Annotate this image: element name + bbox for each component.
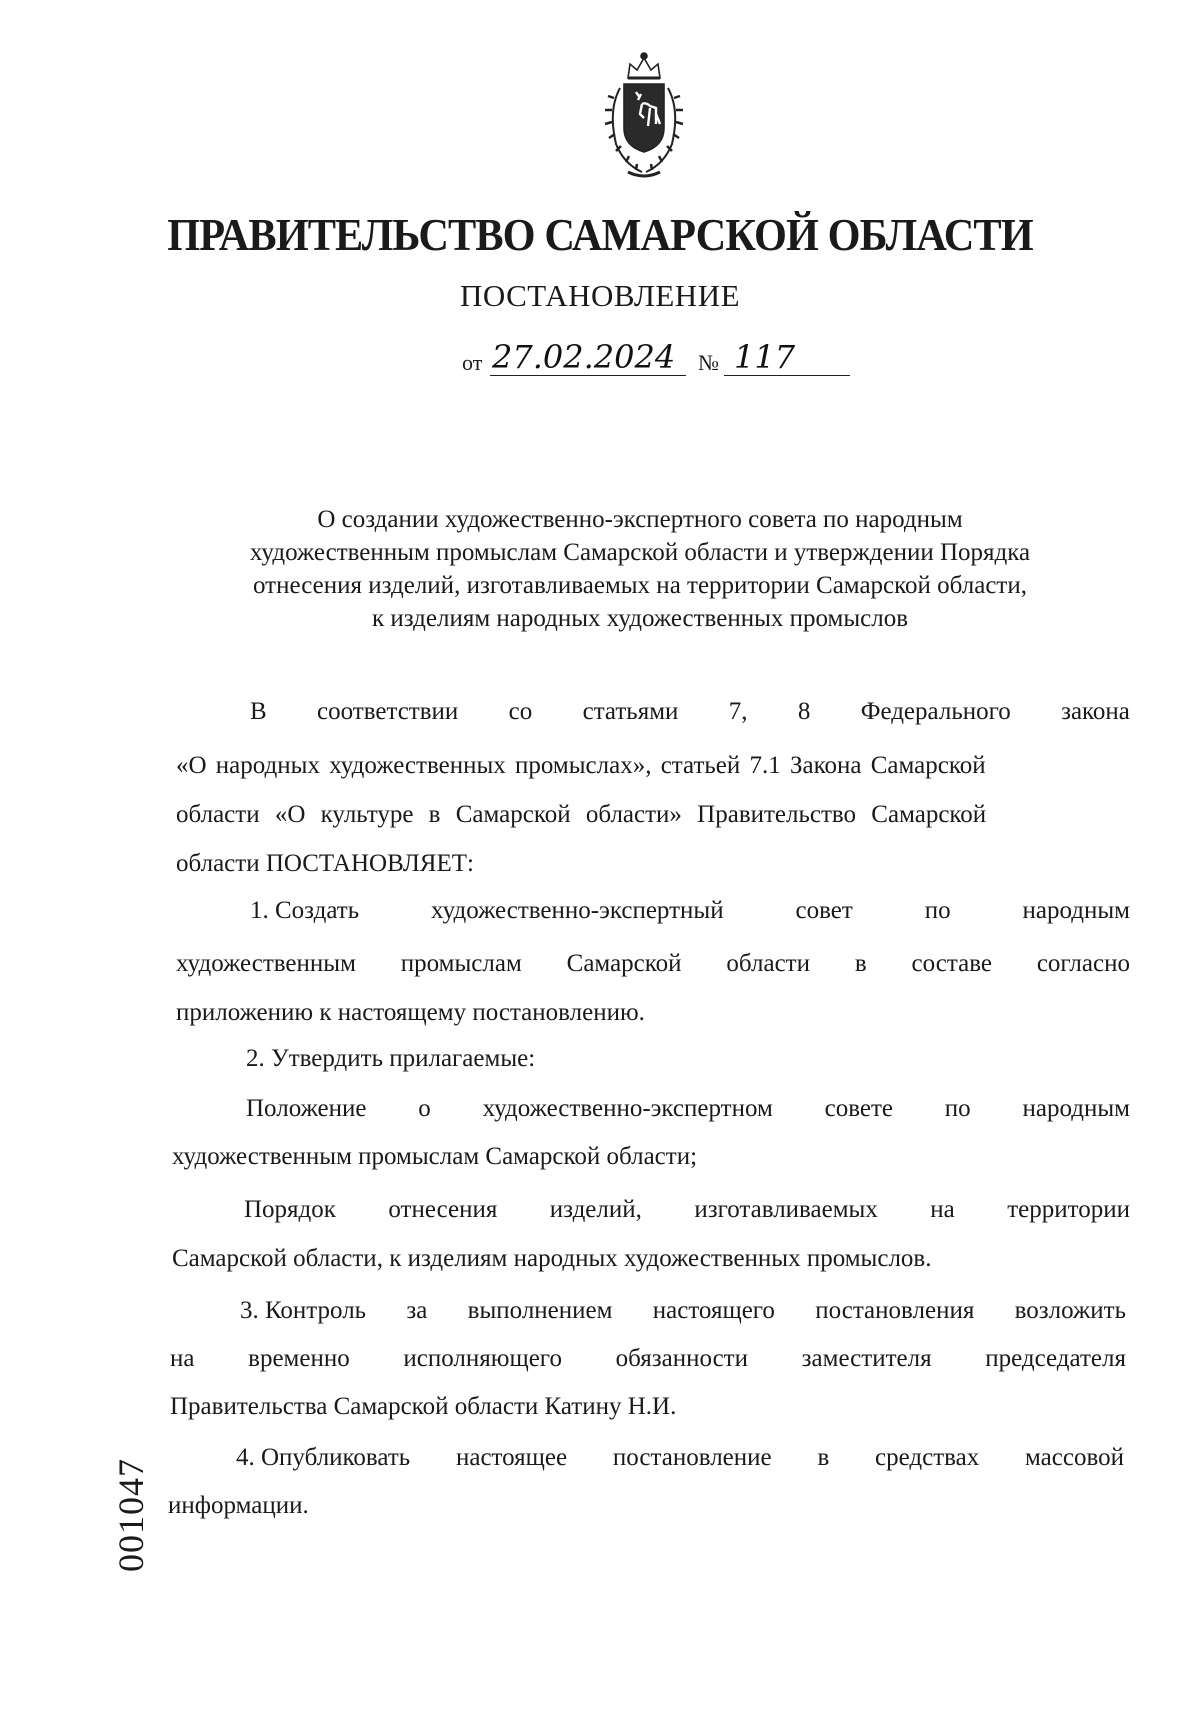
- organization-title: ПРАВИТЕЛЬСТВО САМАРСКОЙ ОБЛАСТИ: [167, 209, 1033, 260]
- date-value: 27.02.2024: [492, 338, 676, 376]
- word: по: [944, 1095, 971, 1122]
- word: согласно: [1036, 950, 1130, 977]
- document-subject: [180, 503, 1100, 635]
- subject-line: О создании художественно-экспертного совета по народным: [317, 506, 963, 533]
- subject-line: отнесения изделий, изготавливаемых на территории Самарской области,: [253, 572, 1027, 599]
- item3-line-1: [240, 1297, 1126, 1325]
- word: на: [930, 1196, 955, 1223]
- item2-sub2-line-1: [244, 1196, 1130, 1224]
- word: настоящего: [652, 1297, 775, 1324]
- word: Самарской: [566, 950, 682, 977]
- word: изделий,: [549, 1196, 642, 1223]
- item1-line-3: приложению к настоящему постановлению.: [176, 999, 645, 1026]
- preamble-line-1: [250, 698, 1130, 726]
- word: о: [418, 1095, 431, 1122]
- word: постановление: [612, 1444, 772, 1471]
- item2-line-1: 2. Утвердить прилагаемые:: [246, 1045, 536, 1072]
- word: народным: [1022, 897, 1130, 924]
- word: 1. Создать: [250, 897, 360, 924]
- word: Порядок: [244, 1196, 336, 1223]
- word: статьями: [582, 698, 679, 725]
- word: территории: [1007, 1196, 1130, 1223]
- word: постановления: [815, 1297, 975, 1324]
- word: исполняющего: [403, 1345, 562, 1372]
- word: по: [924, 897, 951, 924]
- word: председателя: [985, 1345, 1126, 1372]
- word: 8: [797, 698, 811, 725]
- subject-line: художественным промыслам Самарской области и утверждении Порядка: [249, 539, 1031, 566]
- word: составе: [911, 950, 992, 977]
- preamble-line-4: области ПОСТАНОВЛЯЕТ:: [176, 850, 474, 877]
- word: совет: [795, 897, 853, 924]
- side-registration-number: 001047: [111, 1458, 151, 1572]
- word: Федерального: [860, 698, 1011, 725]
- date-prefix: от: [462, 350, 483, 375]
- preamble-line-3: области «О культуре в Самарской области» Правительство Самарской: [176, 801, 987, 828]
- word: художественным: [176, 950, 356, 977]
- number-value: 117: [734, 338, 796, 376]
- item4-line-1: [236, 1444, 1124, 1472]
- item2-sub2-line-2: Самарской области, к изделиям народных художественных промыслов.: [172, 1245, 932, 1272]
- word: в: [854, 950, 867, 977]
- item2-sub1-line-1: [246, 1095, 1130, 1123]
- item4-line-2: информации.: [168, 1492, 309, 1519]
- date-number-line: [462, 338, 852, 378]
- word: за: [406, 1297, 428, 1324]
- word: художественно-экспертный: [431, 897, 724, 924]
- document-type: ПОСТАНОВЛЕНИЕ: [459, 278, 741, 313]
- word: промыслам: [400, 950, 522, 977]
- item1-line-2: [176, 950, 1130, 978]
- word: закона: [1061, 698, 1130, 725]
- coat-of-arms-icon: [594, 48, 694, 183]
- word: В: [250, 698, 267, 725]
- word: соответствии: [317, 698, 459, 725]
- item1-line-1: [250, 897, 1130, 925]
- word: художественно-экспертном: [482, 1095, 773, 1122]
- word: в: [817, 1444, 830, 1471]
- word: заместителя: [801, 1345, 932, 1372]
- word: области: [726, 950, 810, 977]
- word: выполнением: [467, 1297, 613, 1324]
- preamble-line-2: «О народных художественных промыслах», статьей 7.1 Закона Самарской: [176, 752, 986, 779]
- subject-line: к изделиям народных художественных промыслов: [371, 605, 909, 632]
- item3-line-3: Правительства Самарской области Катину Н.И.: [170, 1393, 677, 1420]
- word: средствах: [875, 1444, 980, 1471]
- word: народным: [1022, 1095, 1130, 1122]
- word: настоящее: [455, 1444, 568, 1471]
- word: обязанности: [615, 1345, 748, 1372]
- number-prefix: №: [698, 350, 719, 375]
- word: отнесения: [388, 1196, 498, 1223]
- word: Положение: [246, 1095, 367, 1122]
- word: 7,: [728, 698, 748, 725]
- word: массовой: [1025, 1444, 1124, 1471]
- item3-line-2: [170, 1345, 1126, 1373]
- word: 3. Контроль: [240, 1297, 367, 1324]
- word: 4. Опубликовать: [236, 1444, 411, 1471]
- word: возложить: [1014, 1297, 1126, 1324]
- item2-sub1-line-2: художественным промыслам Самарской области;: [172, 1143, 698, 1170]
- word: изготавливаемых: [694, 1196, 878, 1223]
- word: на: [170, 1345, 195, 1372]
- word: со: [508, 698, 533, 725]
- word: временно: [248, 1345, 350, 1372]
- word: совете: [824, 1095, 893, 1122]
